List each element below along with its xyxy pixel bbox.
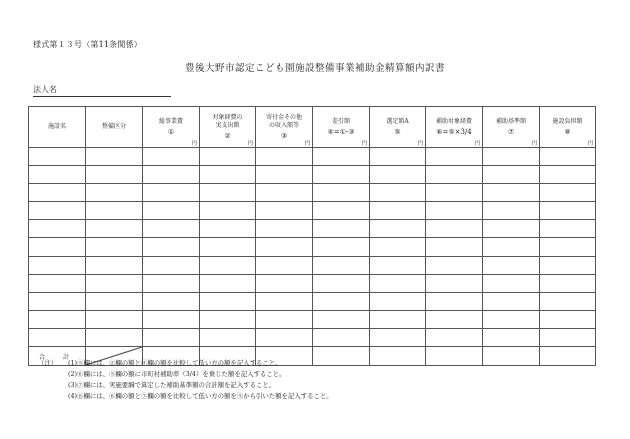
column-header [86, 107, 143, 148]
column-header-label: 補助対象経費 [435, 118, 472, 125]
table-cell[interactable] [540, 220, 596, 238]
table-cell[interactable] [200, 148, 256, 166]
table-cell[interactable] [540, 184, 596, 202]
table-cell[interactable] [313, 166, 370, 184]
table-cell[interactable] [426, 202, 483, 220]
table-cell[interactable] [540, 292, 596, 310]
table-cell[interactable] [540, 202, 596, 220]
table-cell[interactable] [370, 202, 426, 220]
table-cell[interactable] [256, 220, 313, 238]
document-title: 豊後大野市認定こども園施設整備事業補助金精算額内訳書 [184, 63, 445, 74]
table-cell[interactable] [426, 220, 483, 238]
column-number: ③ [280, 132, 288, 140]
table-cell[interactable] [200, 310, 256, 328]
column-header [370, 107, 426, 148]
table-cell[interactable] [29, 292, 86, 310]
table-cell[interactable] [143, 184, 200, 202]
column-header-label: 総事業費 [158, 118, 183, 125]
table-cell[interactable] [200, 202, 256, 220]
table-cell[interactable] [540, 148, 596, 166]
column-number: ④=①-③ [327, 128, 355, 136]
table-cell[interactable] [313, 310, 370, 328]
note-text: (3)⑦欄には、実施要綱で算定した補助基準額の合計額を記入すること。 [68, 381, 276, 389]
table-cell[interactable] [143, 238, 200, 256]
table-cell[interactable] [483, 328, 540, 346]
corporation-label: 法人名 [33, 85, 57, 94]
table-cell[interactable] [313, 184, 370, 202]
table-row [29, 184, 596, 202]
column-header-label: 差引額 [331, 118, 350, 125]
table-cell[interactable] [540, 274, 596, 292]
unit-label: 円 [531, 141, 537, 147]
column-header [426, 107, 483, 148]
table-cell[interactable] [370, 220, 426, 238]
table-cell[interactable] [86, 256, 143, 274]
table-cell[interactable] [86, 274, 143, 292]
column-number: ② [224, 132, 231, 140]
table-cell[interactable] [29, 310, 86, 328]
table-cell[interactable] [256, 292, 313, 310]
table-cell[interactable] [426, 328, 483, 346]
table-cell[interactable] [86, 220, 143, 238]
form-number: 様式第１３号（第11条関係） [33, 40, 142, 49]
table-cell[interactable] [256, 166, 313, 184]
table-cell[interactable] [370, 256, 426, 274]
table-cell[interactable] [256, 238, 313, 256]
table-row [29, 148, 596, 166]
table-cell[interactable] [143, 328, 200, 346]
table-cell[interactable] [143, 274, 200, 292]
total-cell[interactable] [370, 347, 426, 366]
table-cell[interactable] [143, 256, 200, 274]
table-cell[interactable] [540, 256, 596, 274]
table-cell[interactable] [29, 274, 86, 292]
table-cell[interactable] [256, 256, 313, 274]
table-cell[interactable] [200, 220, 256, 238]
table-cell[interactable] [426, 148, 483, 166]
note-text: (4)⑧欄には、⑥欄の額と⑦欄の額を比較して低い方の額を⑤から引いた額を記入すること。 [68, 392, 333, 400]
table-cell[interactable] [29, 148, 86, 166]
table-cell[interactable] [256, 310, 313, 328]
table-cell[interactable] [540, 238, 596, 256]
table-row [29, 220, 596, 238]
table-cell[interactable] [29, 256, 86, 274]
table-cell[interactable] [86, 184, 143, 202]
table-cell[interactable] [256, 184, 313, 202]
column-header [483, 107, 540, 148]
column-header [29, 107, 86, 148]
table-cell[interactable] [426, 238, 483, 256]
table-cell[interactable] [313, 328, 370, 346]
table-cell[interactable] [370, 166, 426, 184]
table-cell[interactable] [29, 328, 86, 346]
header-row [29, 107, 596, 148]
total-label: 合 計 [29, 347, 86, 366]
table-cell[interactable] [200, 184, 256, 202]
unit-label: 円 [247, 141, 253, 147]
table-cell[interactable] [370, 328, 426, 346]
table-cell[interactable] [200, 328, 256, 346]
unit-label: 円 [474, 141, 480, 147]
table-cell[interactable] [86, 328, 143, 346]
table-row [29, 274, 596, 292]
column-header [313, 107, 370, 148]
table-cell[interactable] [313, 202, 370, 220]
note-line [38, 358, 333, 369]
note-text: (1)⑤欄には、②欄の額と④欄の額を比較して低い方の額を記入すること。 [68, 359, 282, 367]
total-cell[interactable] [426, 347, 483, 366]
column-number: ⑦ [507, 128, 515, 136]
table-cell[interactable] [200, 166, 256, 184]
column-header-label: 選定額A [386, 118, 409, 125]
table-cell[interactable] [540, 328, 596, 346]
table-cell[interactable] [426, 274, 483, 292]
column-number: ① [167, 128, 175, 136]
table-cell[interactable] [483, 220, 540, 238]
table-cell[interactable] [370, 148, 426, 166]
unit-label: 円 [304, 141, 310, 147]
table-row [29, 310, 596, 328]
table-row [29, 256, 596, 274]
note-line [38, 391, 333, 402]
column-header-label: 施設負担額 [552, 118, 583, 125]
table-cell[interactable] [256, 274, 313, 292]
column-number: ⑤ [394, 128, 401, 136]
table-cell[interactable] [256, 202, 313, 220]
table-cell[interactable] [370, 274, 426, 292]
table-cell[interactable] [86, 148, 143, 166]
total-cell[interactable] [540, 347, 596, 366]
table-cell[interactable] [483, 292, 540, 310]
table-cell[interactable] [426, 310, 483, 328]
note-prefix: （注） [38, 359, 58, 367]
unit-label: 円 [417, 141, 423, 147]
notes [38, 358, 333, 402]
table-cell[interactable] [29, 238, 86, 256]
table-cell[interactable] [370, 238, 426, 256]
table-cell[interactable] [143, 220, 200, 238]
table-row [29, 238, 596, 256]
table-cell[interactable] [483, 310, 540, 328]
table-cell[interactable] [370, 310, 426, 328]
table-row [29, 328, 596, 346]
table-cell[interactable] [200, 274, 256, 292]
table-cell[interactable] [313, 148, 370, 166]
table-cell[interactable] [483, 256, 540, 274]
table-cell[interactable] [256, 328, 313, 346]
table-cell[interactable] [29, 202, 86, 220]
table-cell[interactable] [370, 292, 426, 310]
table-cell[interactable] [200, 256, 256, 274]
table-cell[interactable] [29, 184, 86, 202]
table-cell[interactable] [29, 220, 86, 238]
total-cell[interactable] [483, 347, 540, 366]
table-cell[interactable] [86, 292, 143, 310]
note-line [38, 380, 333, 391]
table-cell[interactable] [29, 166, 86, 184]
table-cell[interactable] [483, 166, 540, 184]
table-cell[interactable] [86, 238, 143, 256]
unit-label: 円 [361, 141, 367, 147]
note-text: (2)⑥欄には、⑤欄の額に市町村補助率（3/4）を乗じた額を記入すること。 [68, 370, 286, 378]
table-cell[interactable] [200, 292, 256, 310]
table-cell[interactable] [143, 148, 200, 166]
table-cell[interactable] [426, 184, 483, 202]
table-cell[interactable] [483, 202, 540, 220]
table-cell[interactable] [256, 148, 313, 166]
column-header [200, 107, 256, 148]
table-cell[interactable] [313, 256, 370, 274]
breakdown-table [28, 106, 596, 366]
table-cell[interactable] [143, 202, 200, 220]
table-cell[interactable] [426, 166, 483, 184]
corporation-name-field[interactable] [33, 84, 171, 97]
table-cell[interactable] [143, 310, 200, 328]
table-cell[interactable] [483, 274, 540, 292]
table-cell[interactable] [143, 292, 200, 310]
column-header [143, 107, 200, 148]
column-header-label: 寄付金その他 の収入額等 [265, 114, 302, 129]
table-cell[interactable] [86, 166, 143, 184]
column-header [540, 107, 596, 148]
table-cell[interactable] [86, 310, 143, 328]
table-cell[interactable] [200, 238, 256, 256]
column-header-label: 対象経費の 実支出額 [212, 114, 243, 129]
table-row [29, 166, 596, 184]
table-cell[interactable] [483, 238, 540, 256]
unit-label: 円 [587, 141, 593, 147]
table-row [29, 202, 596, 220]
table-cell[interactable] [313, 292, 370, 310]
table-cell[interactable] [313, 220, 370, 238]
note-line [38, 369, 333, 380]
table-cell[interactable] [426, 256, 483, 274]
unit-label: 円 [191, 141, 197, 147]
column-header-label: 補助基準額 [495, 118, 526, 125]
column-header [256, 107, 313, 148]
table-cell[interactable] [540, 166, 596, 184]
table-cell[interactable] [426, 292, 483, 310]
table-cell[interactable] [313, 274, 370, 292]
table-cell[interactable] [483, 148, 540, 166]
table-cell[interactable] [86, 202, 143, 220]
table-cell[interactable] [483, 184, 540, 202]
column-header-label: 整備区分 [101, 123, 126, 130]
column-number: ⑧ [564, 128, 571, 136]
table-cell[interactable] [143, 166, 200, 184]
column-header-label: 施設名 [47, 123, 66, 130]
column-number: ⑥=⑤×3/4 [436, 128, 472, 136]
table-cell[interactable] [370, 184, 426, 202]
table-row [29, 292, 596, 310]
table-cell[interactable] [540, 310, 596, 328]
table-cell[interactable] [313, 238, 370, 256]
